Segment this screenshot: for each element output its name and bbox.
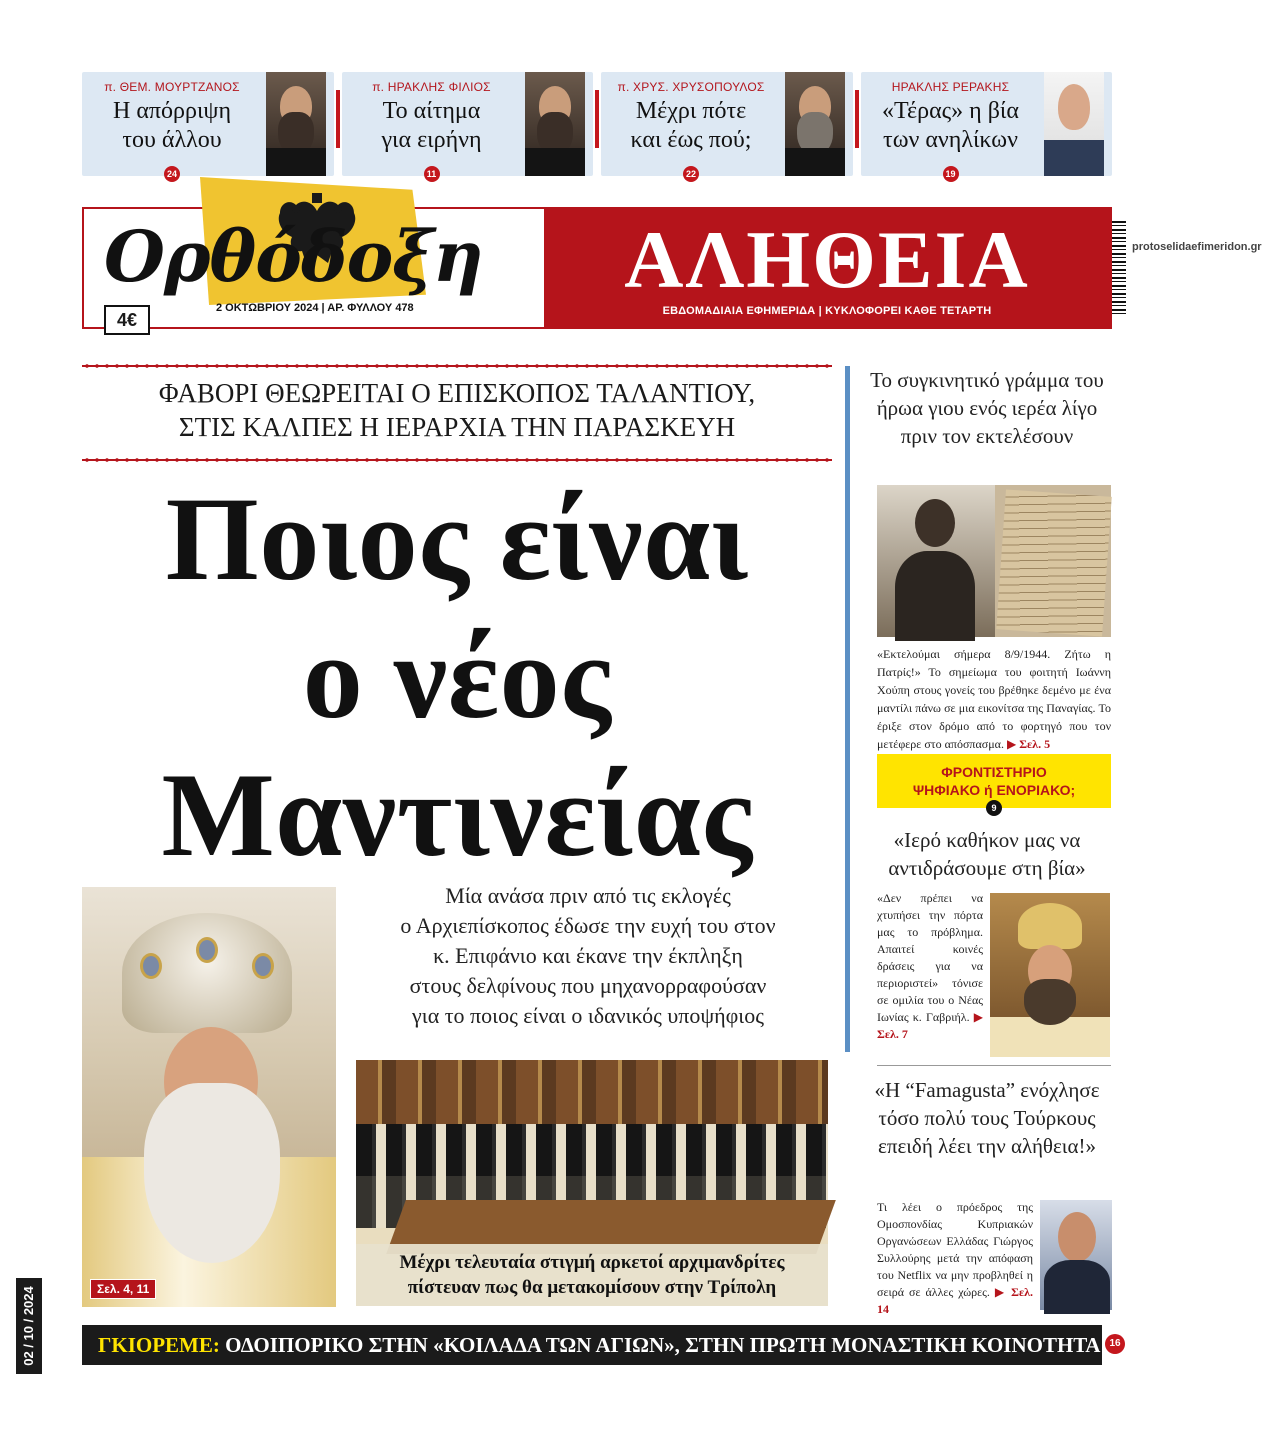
teaser-rerakis[interactable]: [861, 72, 1113, 179]
teaser-title-line2: των ανηλίκων: [883, 127, 1018, 153]
masthead-red-panel: [544, 207, 1110, 327]
story3-text: Τι λέει ο πρόεδρος της Ομοσπονδίας Κυπριακών Οργανώσεων Ελλάδας Γιώργος Συλλούρης μετά την απόφαση του Netflix να μην προβληθεί η σειρά σε άλλες χώρες.: [877, 1200, 1033, 1299]
teaser-author: ΗΡΑΚΛΗΣ ΡΕΡΑΚΗΣ: [891, 80, 1010, 94]
masthead: [82, 207, 1262, 330]
teaser-author-photo: [785, 72, 845, 176]
teaser-page-badge: 19: [943, 166, 959, 182]
story3-page-ref: Σελ. 14: [877, 1285, 1033, 1316]
letter-icon: [996, 489, 1112, 636]
logo-alitheia[interactable]: ΑΛΗΘΕΙΑ: [624, 214, 1030, 305]
deck-line: Μία ανάσα πριν από τις εκλογές: [445, 883, 731, 908]
teaser-page-badge: 22: [683, 166, 699, 182]
story1-page-ref: Σελ. 5: [1019, 737, 1051, 751]
teaser-text: [871, 80, 1031, 155]
main-kicker: [82, 376, 832, 444]
sidebar-story3-title[interactable]: «Η “Famagusta” ενόχλησε τόσο πολύ τους Τούρκους επειδή λέει την αλήθεια!»: [874, 1078, 1100, 1158]
side-date: 02 / 10 / 2024: [21, 1286, 36, 1366]
hero-letter-photo: [877, 485, 1111, 637]
promo-page-badge: 9: [986, 800, 1002, 816]
sidebar-story1-caption: «Εκτελούμαι σήμερα 8/9/1944. Ζήτω η Πατρίς!» Το σημείωμα του φοιτητή Ιωάννη Χούπη στους γονείς του βρέθηκε δεμένο με ένα μαντίλι πάνω σε μια εικονίτσα της Παναγίας. Το έριξε στον δρόμο από το φορτηγό που τον μετέφερε στο απόσπασμα. ▶ Σελ. 5: [877, 647, 1111, 751]
kicker-line1: ΦΑΒΟΡΙ ΘΕΩΡΕΙΤΑΙ Ο ΕΠΙΣΚΟΠΟΣ ΤΑΛΑΝΤΙΟΥ,: [158, 378, 756, 408]
teaser-author: π. ΧΡΥΣ. ΧΡΥΣΟΠΟΥΛΟΣ: [617, 80, 765, 94]
column-rule: [845, 366, 850, 1052]
teaser-author-photo: [525, 72, 585, 176]
logo-orthodoxi[interactable]: Ορθόδοξη: [104, 215, 483, 298]
bottom-text: ΟΔΟΙΠΟΡΙΚΟ ΣΤΗΝ «ΚΟΙΛΑΔΑ ΤΩΝ ΑΓΙΩΝ», ΣΤΗΝ ΠΡΩΤΗ ΜΟΝΑΣΤΙΚΗ ΚΟΙΝΟΤΗΤΑ: [219, 1333, 1101, 1357]
sidebar-story3-text: Τι λέει ο πρόεδρος της Ομοσπονδίας Κυπριακών Οργανώσεων Ελλάδας Γιώργος Συλλούρης μετά την απόφαση του Netflix να μην προβληθεί η σειρά σε άλλες χώρες. ▶ Σελ. 14: [877, 1200, 1033, 1316]
barcode-icon: [1112, 221, 1126, 317]
bottom-highlight: ΓΚΙΟΡΕΜΕ:: [98, 1333, 220, 1357]
decorative-rule: [82, 362, 832, 370]
main-deck: [348, 881, 828, 1031]
story2-page-ref: Σελ. 7: [877, 1027, 908, 1041]
sidebar-story2-text: «Δεν πρέπει να χτυπήσει την πόρτα μας το πρόβλημα. Απαιτεί κοινές δράσεις για να περιοριστεί» τόνισε σε ομιλία του ο Νέας Ιωνίας κ. Γαβριήλ. ▶ Σελ. 7: [877, 891, 984, 1041]
bishop-photo: [82, 887, 336, 1305]
deck-line: κ. Επιφάνιο και έκανε την έκπληξη: [433, 943, 743, 968]
story1-caption-text: «Εκτελούμαι σήμερα 8/9/1944. Ζήτω η Πατρίς!» Το σημείωμα του φοιτητή Ιωάννη Χούπη στους γονείς του βρέθηκε δεμένο με ένα μαντίλι πάνω σε μια εικονίτσα της Παναγίας. Το έριξε στον δρόμο από το φορτηγό που τον μετέφερε στο απόσπασμα.: [877, 647, 1111, 751]
teaser-title-line2: για ειρήνη: [381, 127, 482, 153]
teaser-page-badge: 24: [164, 166, 180, 182]
sidebar-story1-title[interactable]: Το συγκινητικό γράμμα του ήρωα γιου ενός ιερέα λίγο πριν τον εκτελέσουν: [870, 368, 1104, 448]
price-tag: 4€: [104, 305, 150, 335]
teaser-title-line2: και έως πού;: [630, 127, 752, 153]
teaser-divider: [336, 90, 340, 148]
metropolitan-photo: [990, 893, 1110, 1055]
teaser-text: [611, 80, 771, 155]
deck-line: ο Αρχιεπίσκοπος έδωσε την ευχή του στον: [400, 913, 776, 938]
teaser-title-line1: Το αίτημα: [382, 98, 481, 124]
teaser-author-photo: [266, 72, 326, 176]
promo-line2: ΨΗΦΙΑΚΟ ή ΕΝΟΡΙΑΚΟ;: [912, 782, 1076, 798]
teaser-page-badge: 11: [424, 166, 440, 182]
synod-caption: [356, 1244, 828, 1306]
promo-line1: ΦΡΟΝΤΙΣΤΗΡΙΟ: [941, 764, 1047, 780]
teaser-title-line1: Μέχρι πότε: [635, 98, 747, 124]
side-date-strip: [16, 1278, 42, 1374]
teaser-filios[interactable]: [342, 72, 594, 179]
synod-caption-line2: πίστευαν πως θα μετακομίσουν στην Τρίπολη: [407, 1277, 777, 1298]
teaser-text: [92, 80, 252, 155]
deck-line: για το ποιος είναι ο ιδανικός υποψήφιος: [412, 1003, 764, 1028]
teaser-mourtzanos[interactable]: [82, 72, 334, 179]
kicker-line2: ΣΤΙΣ ΚΑΛΠΕΣ Η ΙΕΡΑΡΧΙΑ ΤΗΝ ΠΑΡΑΣΚΕΥΗ: [178, 412, 736, 442]
teaser-author-photo: [1044, 72, 1104, 176]
decorative-rule: [82, 456, 832, 464]
photo-page-ref: Σελ. 4, 11: [90, 1279, 156, 1299]
masthead-tagline: ΕΒΔΟΜΑΔΙΑΙΑ ΕΦΗΜΕΡΙΔΑ | ΚΥΚΛΟΦΟΡΕΙ ΚΑΘΕ ΤΕΤΑΡΤΗ: [662, 305, 992, 317]
teaser-title-line1: Η απόρριψη: [112, 98, 231, 124]
mitre-icon: [122, 913, 292, 1033]
teaser-chrysopoulos[interactable]: [601, 72, 853, 179]
teaser-divider: [855, 90, 859, 148]
site-watermark: protoselidaefimeridon.gr: [1132, 241, 1262, 253]
main-headline[interactable]: [82, 470, 832, 884]
headline-line3: Μαντινείας: [161, 748, 753, 881]
synod-caption-line1: Μέχρι τελευταία στιγμή αρκετοί αρχιμανδρίτες: [399, 1252, 785, 1273]
sylouris-photo: [1040, 1200, 1112, 1310]
teaser-title-line1: «Τέρας» η βία: [882, 98, 1019, 124]
issue-date: 2 ΟΚΤΩΒΡΙΟΥ 2024 | ΑΡ. ΦΥΛΛΟΥ 478: [216, 302, 414, 314]
bottom-banner[interactable]: [82, 1325, 1102, 1365]
teaser-title-line2: του άλλου: [122, 127, 222, 153]
bottom-page-badge: 16: [1105, 1334, 1125, 1354]
synod-photo: [356, 1060, 828, 1306]
sidebar-divider: [877, 1065, 1111, 1066]
iconostasis-wall: [356, 1060, 828, 1124]
teaser-author: π. ΘΕΜ. ΜΟΥΡΤΖΑΝΟΣ: [104, 80, 240, 94]
headline-line2: ο νέος: [302, 610, 612, 743]
sidebar-story2-title[interactable]: «Ιερό καθήκον μας να αντιδράσουμε στη βία»: [888, 828, 1086, 880]
deck-line: στους δελφίνους που μηχανορραφούσαν: [409, 973, 767, 998]
top-teasers: [82, 72, 1112, 180]
headline-line1: Ποιος είναι: [165, 472, 749, 605]
teaser-author: π. ΗΡΑΚΛΗΣ ΦΙΛΙΟΣ: [372, 80, 491, 94]
teaser-text: [352, 80, 512, 155]
tutoring-promo[interactable]: [877, 754, 1111, 813]
story2-text: «Δεν πρέπει να χτυπήσει την πόρτα μας το πρόβλημα. Απαιτεί κοινές δράσεις για να περιοριστεί» τόνισε σε ομιλία του ο Νέας Ιωνίας κ. Γαβριήλ.: [877, 891, 983, 1024]
teaser-divider: [595, 90, 599, 148]
